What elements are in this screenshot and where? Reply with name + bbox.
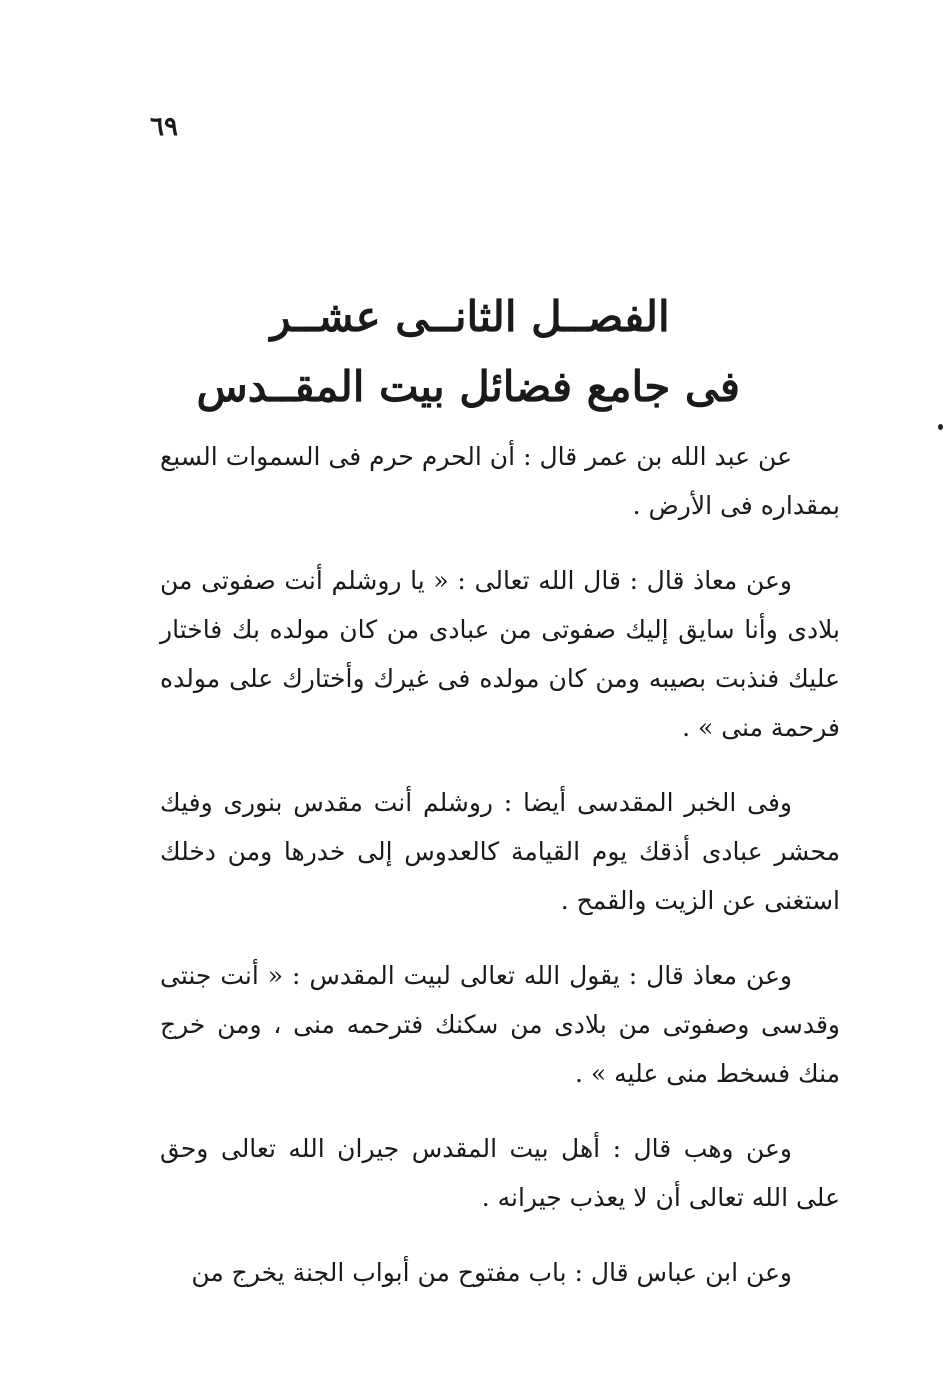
paragraph-5: وعن وهب قال : أهل بيت المقدس جيران الله تعالى وحق على الله تعالى أن لا يعذب جيرانه . (160, 1134, 840, 1212)
paragraph-4: وعن معاذ قال : يقول الله تعالى لبيت المقدس : « أنت جنتى وقدسى وصفوتى من بلادى من سكنك فترحمه منى ، ومن خرج منك فسخط منى عليه » . (160, 961, 840, 1088)
paragraph-3: وفى الخبر المقدسى أيضا : روشلم أنت مقدس بنورى وفيك محشر عبادى أذقك يوم القيامة كالعدوس إلى خدرها ومن دخلك استغنى عن الزيت والقمح . (160, 788, 840, 915)
body-text (160, 432, 840, 1297)
page-number: ٦٩ (150, 112, 178, 142)
margin-dot (938, 424, 943, 430)
chapter-title (196, 282, 740, 422)
paragraph-1: عن عبد الله بن عمر قال : أن الحرم حرم فى السموات السبع بمقداره فى الأرض . (160, 442, 840, 520)
paragraph-2: وعن معاذ قال : قال الله تعالى : « يا روشلم أنت صفوتى من بلادى وأنا سايق إليك صفوتى من عبادى من كان مولده بك فاختار عليك فنذبت بصيبه ومن كان مولده فى غيرك وأختارك على مولده فرحمة منى » . (160, 566, 840, 742)
chapter-title-line2: فى جامع فضائل بيت المقــدس (196, 362, 740, 411)
chapter-title-line1: الفصــل الثانــى عشــر (270, 292, 670, 341)
paragraph-6: وعن ابن عباس قال : باب مفتوح من أبواب الجنة يخرج من (191, 1258, 792, 1287)
